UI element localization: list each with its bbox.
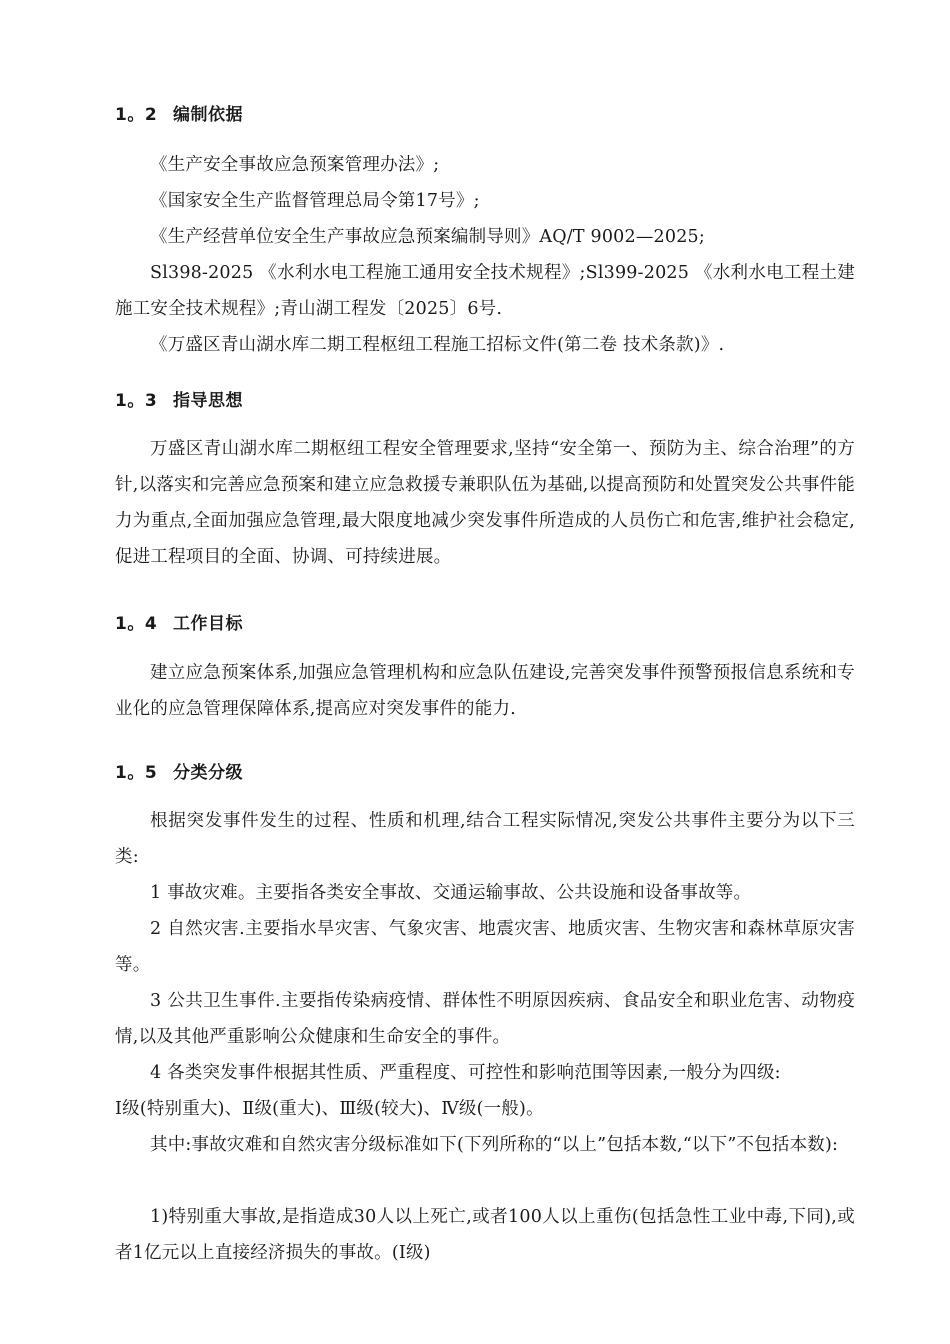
section-title: 工作目标	[173, 614, 243, 634]
grading-standard-note: 其中:事故灾难和自然灾害分级标准如下(下列所称的“以上”包括本数,“以下”不包括本数):	[150, 1135, 839, 1155]
section-title: 指导思想	[173, 391, 243, 411]
section-title: 分类分级	[173, 763, 243, 783]
classification-item-2: 2 自然灾害.主要指水旱灾害、气象灾害、地震灾害、地质灾害、生物灾害和森林草原灾害等。	[115, 919, 855, 975]
section-number: 1。2	[115, 105, 158, 125]
classification-item-3: 3 公共卫生事件.主要指传染病疫情、群体性不明原因疾病、食品安全和职业危害、动物疫情,以及其他严重影响公众健康和生命安全的事件。	[115, 991, 855, 1047]
reference-item: 《万盛区青山湖水库二期工程枢纽工程施工招标文件(第二卷 技术条款)》.	[150, 335, 725, 355]
section-heading-1-4	[115, 609, 243, 634]
section-number: 1。4	[115, 614, 158, 634]
section-heading-1-3	[115, 386, 243, 411]
section-number: 1。5	[115, 763, 158, 783]
work-goal-paragraph: 建立应急预案体系,加强应急管理机构和应急队伍建设,完善突发事件预警预报信息系统和专业化的应急管理保障体系,提高应对突发事件的能力.	[115, 663, 855, 719]
reference-item: Sl398-2025 《水利水电工程施工通用安全技术规程》;Sl399-2025 《水利水电工程土建施工安全技术规程》;青山湖工程发〔2025〕6号.	[115, 263, 855, 319]
reference-item: 《生产安全事故应急预案管理办法》;	[150, 155, 440, 175]
classification-item-4: 4 各类突发事件根据其性质、严重程度、可控性和影响范围等因素,一般分为四级:	[150, 1063, 781, 1083]
section-heading-1-5	[115, 758, 243, 783]
section-number: 1。3	[115, 391, 158, 411]
level-1-definition: 1)特别重大事故,是指造成30人以上死亡,或者100人以上重伤(包括急性工业中毒,下同),或者1亿元以上直接经济损失的事故。(Ⅰ级)	[115, 1207, 855, 1263]
classification-item-1: 1 事故灾难。主要指各类安全事故、交通运输事故、公共设施和设备事故等。	[150, 883, 752, 903]
section-heading-1-2	[115, 100, 243, 125]
guiding-thought-paragraph: 万盛区青山湖水库二期枢纽工程安全管理要求,坚持“安全第一、预防为主、综合治理”的方针,以落实和完善应急预案和建立应急救援专兼职队伍为基础,以提高预防和处置突发公共事件能力为重点,全面加强应急管理,最大限度地减少突发事件所造成的人员伤亡和危害,维护社会稳定,促进工程项目的全面、协调、可持续进展。	[115, 439, 855, 567]
section-title: 编制依据	[173, 105, 243, 125]
reference-item: 《生产经营单位安全生产事故应急预案编制导则》AQ/T 9002—2025;	[150, 227, 705, 247]
classification-intro: 根据突发事件发生的过程、性质和机理,结合工程实际情况,突发公共事件主要分为以下三类:	[115, 811, 855, 867]
reference-item: 《国家安全生产监督管理总局令第17号》;	[150, 191, 480, 211]
grade-levels-line: Ⅰ级(特别重大)、Ⅱ级(重大)、Ⅲ级(较大)、Ⅳ级(一般)。	[115, 1099, 544, 1119]
